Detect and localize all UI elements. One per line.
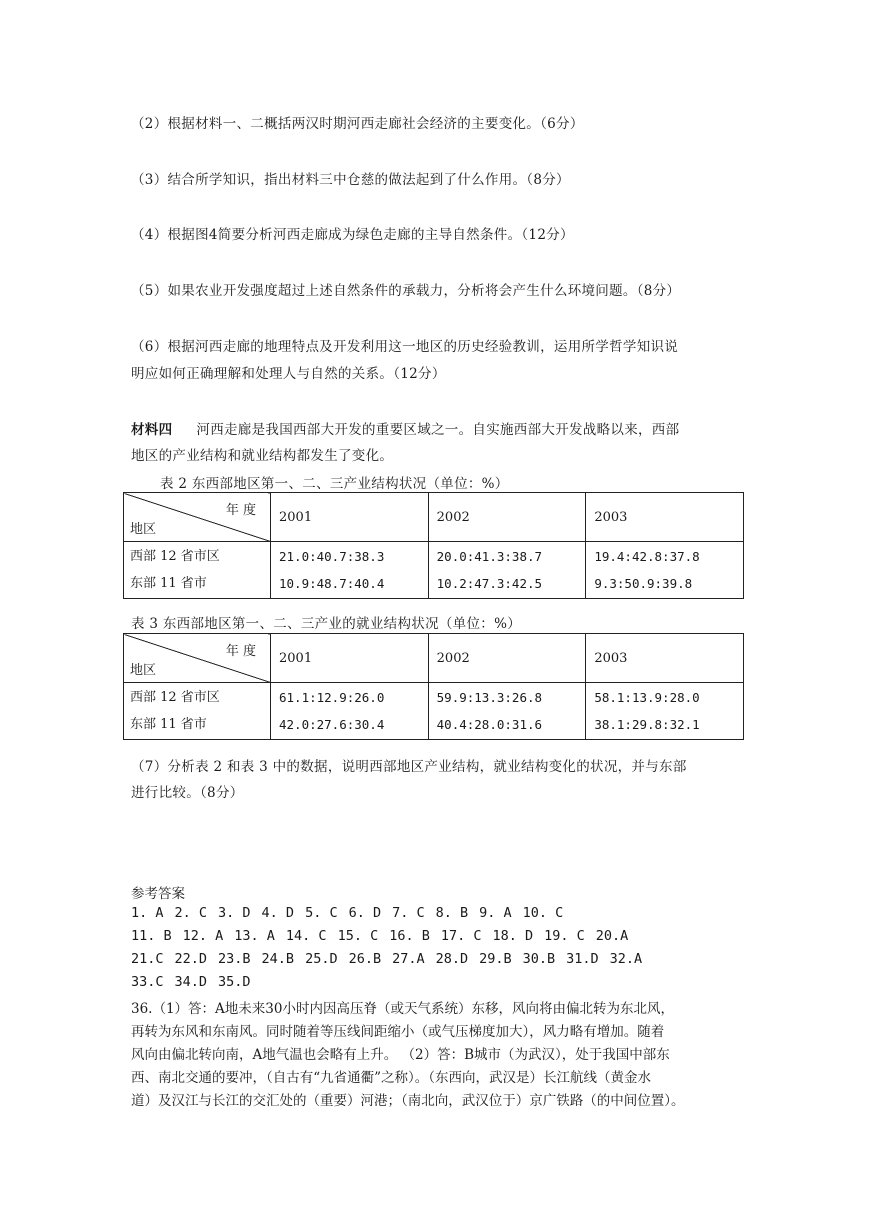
- table3-value: 61.1:12.9:26.0: [279, 690, 385, 705]
- table2-header-year: 年 度: [225, 503, 256, 518]
- answer-item: 33.C: [131, 974, 164, 990]
- table3-cell-2001: [271, 683, 429, 740]
- table2-cell-2001: [271, 542, 429, 599]
- table2: [123, 492, 744, 599]
- answer-item: 3. D: [218, 905, 251, 921]
- answer-item: 22.D: [174, 951, 208, 967]
- answer-item: 14. C: [285, 928, 327, 944]
- question-7-line1: （7）分析表 2 和表 3 中的数据，说明西部地区产业结构，就业结构变化的状况，并与东部: [131, 759, 687, 775]
- table2-year: 2003: [586, 493, 744, 542]
- table3-value: 38.1:29.8:32.1: [594, 717, 700, 732]
- table2-year: 2001: [271, 493, 429, 542]
- table2-region: 西部 12 省市区: [130, 549, 220, 564]
- table2-value: 10.2:47.3:42.5: [436, 576, 543, 591]
- answer-36-line4: 西、南北交通的要冲，（自古有“九省通衢”之称）。（东西向，武汉是）长江航线（黄金水: [131, 1070, 652, 1086]
- answer-item: 29.B: [479, 951, 512, 967]
- answers-title: 参考答案: [131, 886, 185, 902]
- answer-item: 20.A: [595, 928, 629, 944]
- answer-item: 32.A: [609, 951, 643, 967]
- table2-caption: 表 2 东西部地区第一、二、三产业结构状况（单位：%）: [160, 476, 509, 492]
- answer-item: 17. C: [440, 928, 482, 944]
- table3-cell-2002: [428, 683, 586, 740]
- answer-36-line2: 再转为东风和东南风。同时随着等压线间距缩小（或气压梯度加大），风力略有增加。随着: [131, 1024, 665, 1040]
- table3-value: 58.1:13.9:28.0: [594, 690, 700, 705]
- answer-item: 23.B: [218, 951, 251, 967]
- table2-header-region: 地区: [130, 522, 157, 537]
- material4-label: 材料四: [131, 422, 173, 438]
- question-2: （2）根据材料一、二概括两汉时期河西走廊社会经济的主要变化。（6分）: [131, 116, 584, 132]
- table2-year: 2002: [428, 493, 586, 542]
- table3-value: 59.9:13.3:26.8: [436, 690, 543, 705]
- answer-item: 25.D: [305, 951, 338, 967]
- answer-item: 35.D: [218, 974, 251, 990]
- question-4: （4）根据图4简要分析河西走廊成为绿色走廊的主导自然条件。（12分）: [131, 227, 574, 243]
- answer-item: 12. A: [182, 928, 224, 944]
- answer-item: 19. C: [544, 928, 585, 944]
- answer-item: 8. B: [435, 905, 469, 921]
- question-6-line1: （6）根据河西走廊的地理特点及开发利用这一地区的历史经验教训，运用所学哲学知识说: [131, 339, 679, 355]
- answer-item: 16. B: [389, 928, 430, 944]
- answer-item: 18. D: [492, 928, 534, 944]
- answer-item: 21.C: [131, 951, 164, 967]
- answers-row-1: [131, 905, 574, 921]
- table2-value: 10.9:48.7:40.4: [279, 576, 385, 591]
- answer-item: 34.D: [174, 974, 208, 990]
- material4-line1: [131, 418, 679, 438]
- table2-value: 19.4:42.8:37.8: [594, 549, 700, 564]
- table2-value: 9.3:50.9:39.8: [594, 576, 693, 591]
- question-6-line2: 明应如何正确理解和处理人与自然的关系。（12分）: [131, 366, 446, 382]
- answer-item: 5. C: [305, 905, 338, 921]
- answer-item: 15. C: [337, 928, 379, 944]
- table2-value: 20.0:41.3:38.7: [436, 549, 543, 564]
- answer-item: 11. B: [131, 928, 172, 944]
- question-7-line2: 进行比较。（8分）: [131, 785, 244, 801]
- table3-value: 40.4:28.0:31.6: [436, 717, 543, 732]
- answer-36-line5: 道）及汉江与长江的交汇处的（重要）河港；（南北向，武汉位于）京广铁路（的中间位置）。: [131, 1093, 685, 1109]
- table3-year: 2002: [428, 634, 586, 683]
- answer-item: 6. D: [348, 905, 382, 921]
- answer-item: 4. D: [261, 905, 295, 921]
- question-3: （3）结合所学知识，指出材料三中仓慈的做法起到了什么作用。（8分）: [131, 172, 570, 188]
- answer-item: 28.D: [435, 951, 469, 967]
- table2-region: 东部 11 省市: [130, 576, 207, 591]
- answer-36-line3: 风向由偏北转向南，A地气温也会略有上升。 （2）答：B城市（为武汉），处于我国中部东: [131, 1047, 670, 1063]
- answer-item: 1. A: [131, 905, 164, 921]
- table3-region: 东部 11 省市: [130, 717, 207, 732]
- answer-item: 24.B: [261, 951, 295, 967]
- table3-header-region: 地区: [130, 663, 157, 678]
- answer-item: 26.B: [348, 951, 382, 967]
- table3-region-cell: [124, 683, 271, 740]
- table2-header-diagonal: [124, 493, 271, 542]
- table2-value: 21.0:40.7:38.3: [279, 549, 385, 564]
- answer-item: 9. A: [479, 905, 512, 921]
- answer-36-line1: 36.（1）答：A地未来30小时内因高压脊（或天气系统）东移，风向将由偏北转为东北风，: [131, 1001, 674, 1017]
- answers-row-4: [131, 974, 262, 990]
- table2-cell-2003: [586, 542, 744, 599]
- answers-row-3: [131, 951, 653, 967]
- material4-line2: 地区的产业结构和就业结构都发生了变化。: [131, 448, 394, 464]
- material4-text1: 河西走廊是我国西部大开发的重要区域之一。自实施西部大开发战略以来，西部: [196, 422, 680, 438]
- table3-cell-2003: [586, 683, 744, 740]
- table3-year: 2001: [271, 634, 429, 683]
- answer-item: 10. C: [522, 905, 564, 921]
- answer-item: 27.A: [392, 951, 425, 967]
- table3: [123, 633, 744, 740]
- table3-header-diagonal: [124, 634, 271, 683]
- table2-region-cell: [124, 542, 271, 599]
- table3-caption: 表 3 东西部地区第一、二、三产业的就业结构状况（单位：%）: [131, 616, 521, 632]
- answer-item: 30.B: [522, 951, 556, 967]
- answer-item: 31.D: [566, 951, 599, 967]
- table2-cell-2002: [428, 542, 586, 599]
- answers-row-2: [131, 928, 639, 944]
- table3-year: 2003: [586, 634, 744, 683]
- question-5: （5）如果农业开发强度超过上述自然条件的承载力，分析将会产生什么环境问题。（8分）: [131, 283, 681, 299]
- table3-region: 西部 12 省市区: [130, 690, 220, 705]
- table3-value: 42.0:27.6:30.4: [279, 717, 385, 732]
- answer-item: 2. C: [174, 905, 208, 921]
- answer-item: 7. C: [392, 905, 425, 921]
- answer-item: 13. A: [234, 928, 275, 944]
- table3-header-year: 年 度: [225, 644, 256, 659]
